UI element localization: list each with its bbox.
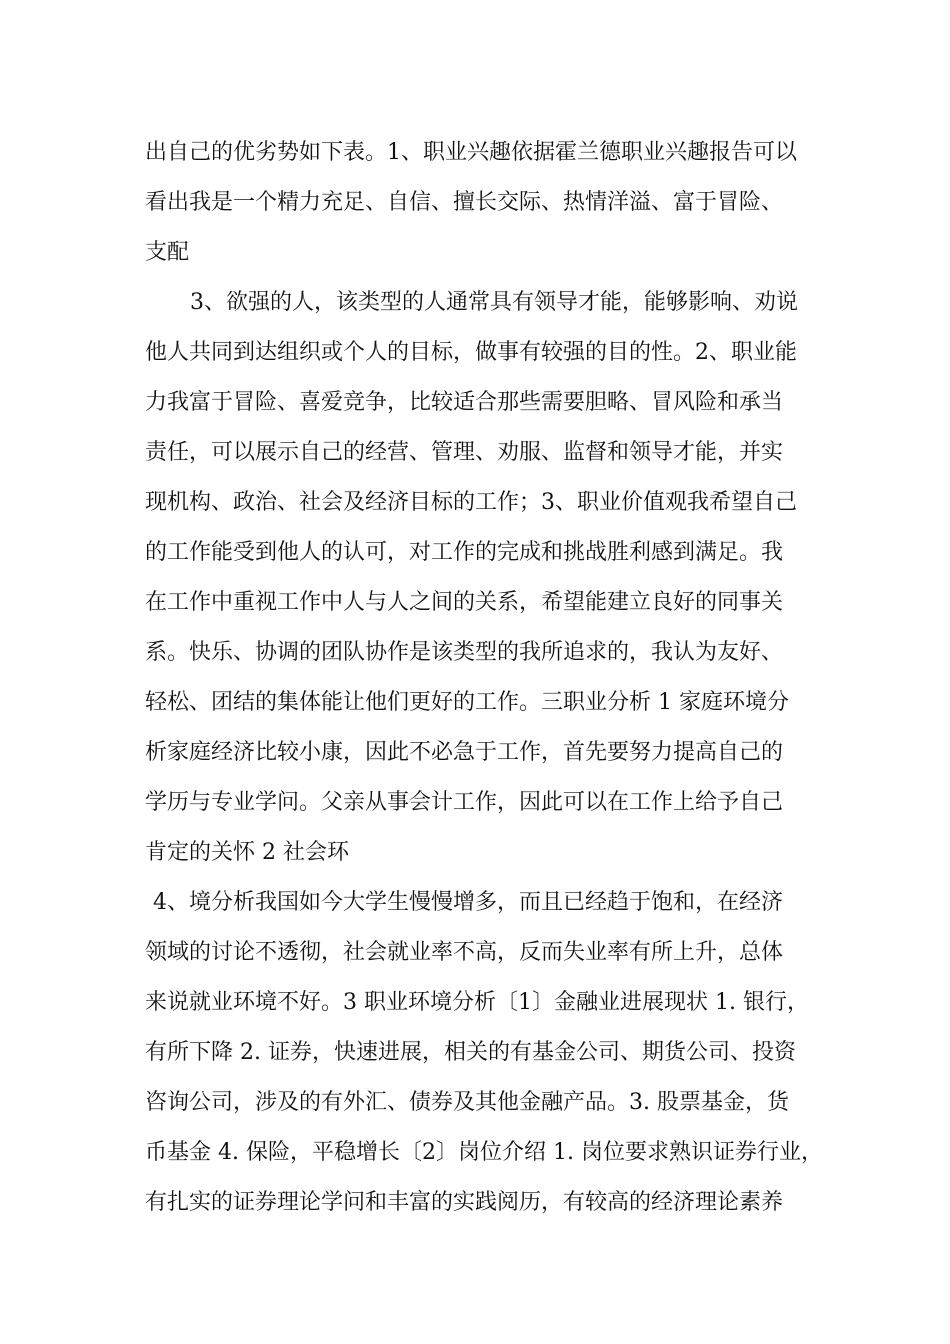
text-line: 轻松、团结的集体能让他们更好的工作。三职业分析 1 家庭环境分	[145, 690, 789, 715]
paragraph-first-line: 3、欲强的人，该类型的人通常具有领导才能，能够影响、劝说	[190, 290, 798, 315]
text-line: 责任，可以展示自己的经营、管理、劝服、监督和领导才能，并实	[145, 440, 784, 465]
text-line: 析家庭经济比较小康，因此不必急于工作，首先要努力提高自己的	[145, 740, 784, 765]
paragraph-first-line: 4、境分析我国如今大学生慢慢增多，而且已经趋于饱和，在经济	[153, 890, 783, 915]
text-line: 支配	[145, 240, 190, 265]
text-line: 来说就业环境不好。3 职业环境分析〔1〕金融业进展现状 1. 银行，	[145, 990, 809, 1015]
text-line: 领域的讨论不透彻，社会就业率不高，反而失业率有所上升，总体	[145, 940, 784, 965]
text-line: 在工作中重视工作中人与人之间的关系，希望能建立良好的同事关	[145, 590, 784, 615]
text-line: 系。快乐、协调的团队协作是该类型的我所追求的，我认为友好、	[145, 640, 784, 665]
text-line: 有扎实的证券理论学问和丰富的实践阅历，有较高的经济理论素养	[145, 1190, 784, 1215]
text-line: 现机构、政治、社会及经济目标的工作；3、职业价值观我希望自己	[145, 490, 797, 515]
text-line: 力我富于冒险、喜爱竞争，比较适合那些需要胆略、冒风险和承当	[145, 390, 784, 415]
text-line: 的工作能受到他人的认可，对工作的完成和挑战胜利感到满足。我	[145, 540, 784, 565]
text-line: 肯定的关怀 2 社会环	[145, 840, 349, 865]
text-line: 看出我是一个精力充足、自信、擅长交际、热情洋溢、富于冒险、	[145, 190, 784, 215]
text-line: 他人共同到达组织或个人的目标，做事有较强的目的性。2、职业能	[145, 340, 797, 365]
text-line: 有所下降 2. 证券，快速进展，相关的有基金公司、期货公司、投资	[145, 1040, 796, 1065]
text-line: 学历与专业学问。父亲从事会计工作，因此可以在工作上给予自己	[145, 790, 784, 815]
text-line: 出自己的优劣势如下表。1、职业兴趣依据霍兰德职业兴趣报告可以	[145, 140, 797, 165]
text-line: 币基金 4. 保险，平稳增长〔2〕岗位介绍 1. 岗位要求熟识证券行业，	[145, 1140, 823, 1165]
text-line: 咨询公司，涉及的有外汇、债券及其他金融产品。3. 股票基金，货	[145, 1090, 789, 1115]
